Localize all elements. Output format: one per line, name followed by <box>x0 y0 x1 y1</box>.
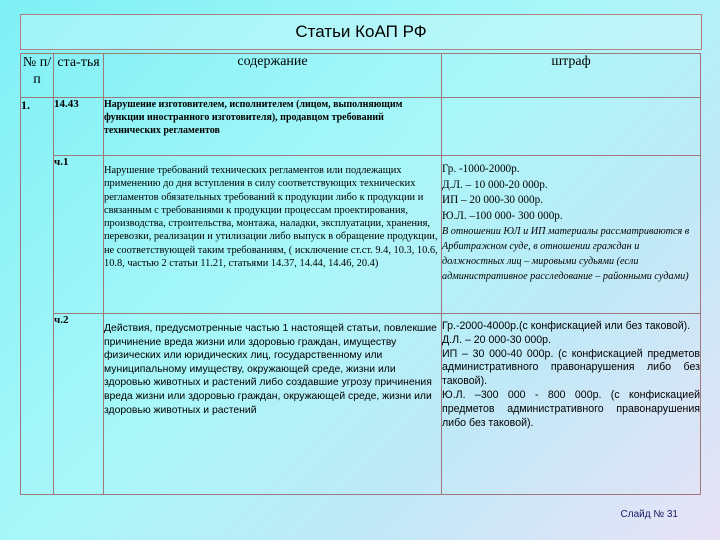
part-1-fine-cell <box>442 156 701 314</box>
jurisdiction-note: В отношении ЮЛ и ИП материалы рассматриваются в Арбитражном суде, в отношении граждан и должностных лиц – мировыми судьями (если административное расследование – районными судами) <box>442 226 690 283</box>
header-row <box>21 54 701 98</box>
part-1-label: ч.1 <box>54 156 104 314</box>
fine-official: Д.Л. – 20 000-30 000р. <box>442 333 551 346</box>
header-fine-label: штраф <box>551 54 591 69</box>
header-content-label: содержание <box>237 54 308 69</box>
table-row <box>21 314 701 495</box>
fine-entrepreneur: ИП – 20 000-30 000р. <box>442 194 543 207</box>
fine-legal-entity: Ю.Л. –300 000 - 800 000р. (с конфискацией предметов административного правонарушения либо без таковой). <box>442 388 700 429</box>
header-num-label: № п/п <box>22 55 52 87</box>
part-2-content-cell <box>104 314 442 495</box>
article-number: 14.43 <box>54 98 104 156</box>
part-1-content: Нарушение требований технических регламентов или подлежащих применению до дня вступления в силу соответствующих технических регламентов обязательных требований к продукции либо к продукции и связанным с требованиями к продукции процессам проектирования, производства, строительства, монтажа, наладки, эксплуатации, хранения, перевозки, реализации и утилизации либо выпуск в обращение продукции, не соответствующей таким требованиям, ( исключение ст.ст. 9.4, 10.3, 10.6, 10.8, частью 2 статьи 11.21, статьями 14.37, 14.44, 14.46, 20.4) <box>104 165 438 270</box>
part-2-content: Действия, предусмотренные частью 1 настоящей статьи, повлекшие причинение вреда жизни или здоровью граждан, имуществу физических или юридических лиц, государственному или муниципальному имуществу, окружающей среде, жизни или здоровью животных и растений либо создавшие угрозу причинения вреда жизни или здоровью граждан, окружающей среде, жизни или здоровью животных и растений <box>104 323 437 416</box>
slide-number: Слайд № 31 <box>620 509 678 520</box>
fine-entrepreneur: ИП – 30 000-40 000р. (с конфискацией предметов административного правонарушения либо без таковой). <box>442 347 700 388</box>
fine-citizen: Гр.-2000-4000р.(с конфискацией или без таковой). <box>442 320 691 332</box>
article-title: Нарушение изготовителем, исполнителем (лицом, выполняющим функции иностранного изготовителя), продавцом требований технических регламентов <box>104 99 403 136</box>
row-number: 1. <box>21 98 54 495</box>
koap-table <box>20 53 701 495</box>
header-num <box>21 54 54 98</box>
fine-legal-entity: Ю.Л. –100 000- 300 000р. <box>442 209 563 222</box>
header-article <box>54 54 104 98</box>
header-article-label: ста-тья <box>57 55 100 70</box>
fine-official: Д.Л. – 10 000-20 000р. <box>442 178 548 191</box>
table-row <box>21 98 701 156</box>
table-row <box>21 156 701 314</box>
header-fine <box>442 54 701 98</box>
article-title-cell <box>104 98 442 156</box>
part-2-fine-cell <box>442 314 701 495</box>
header-content <box>104 54 442 98</box>
slide-title: Статьи КоАП РФ <box>20 14 702 50</box>
article-fine-empty <box>442 98 701 156</box>
part-2-label: ч.2 <box>54 314 104 495</box>
fine-citizen: Гр. -1000-2000р. <box>442 163 520 175</box>
part-1-content-cell <box>104 156 442 314</box>
